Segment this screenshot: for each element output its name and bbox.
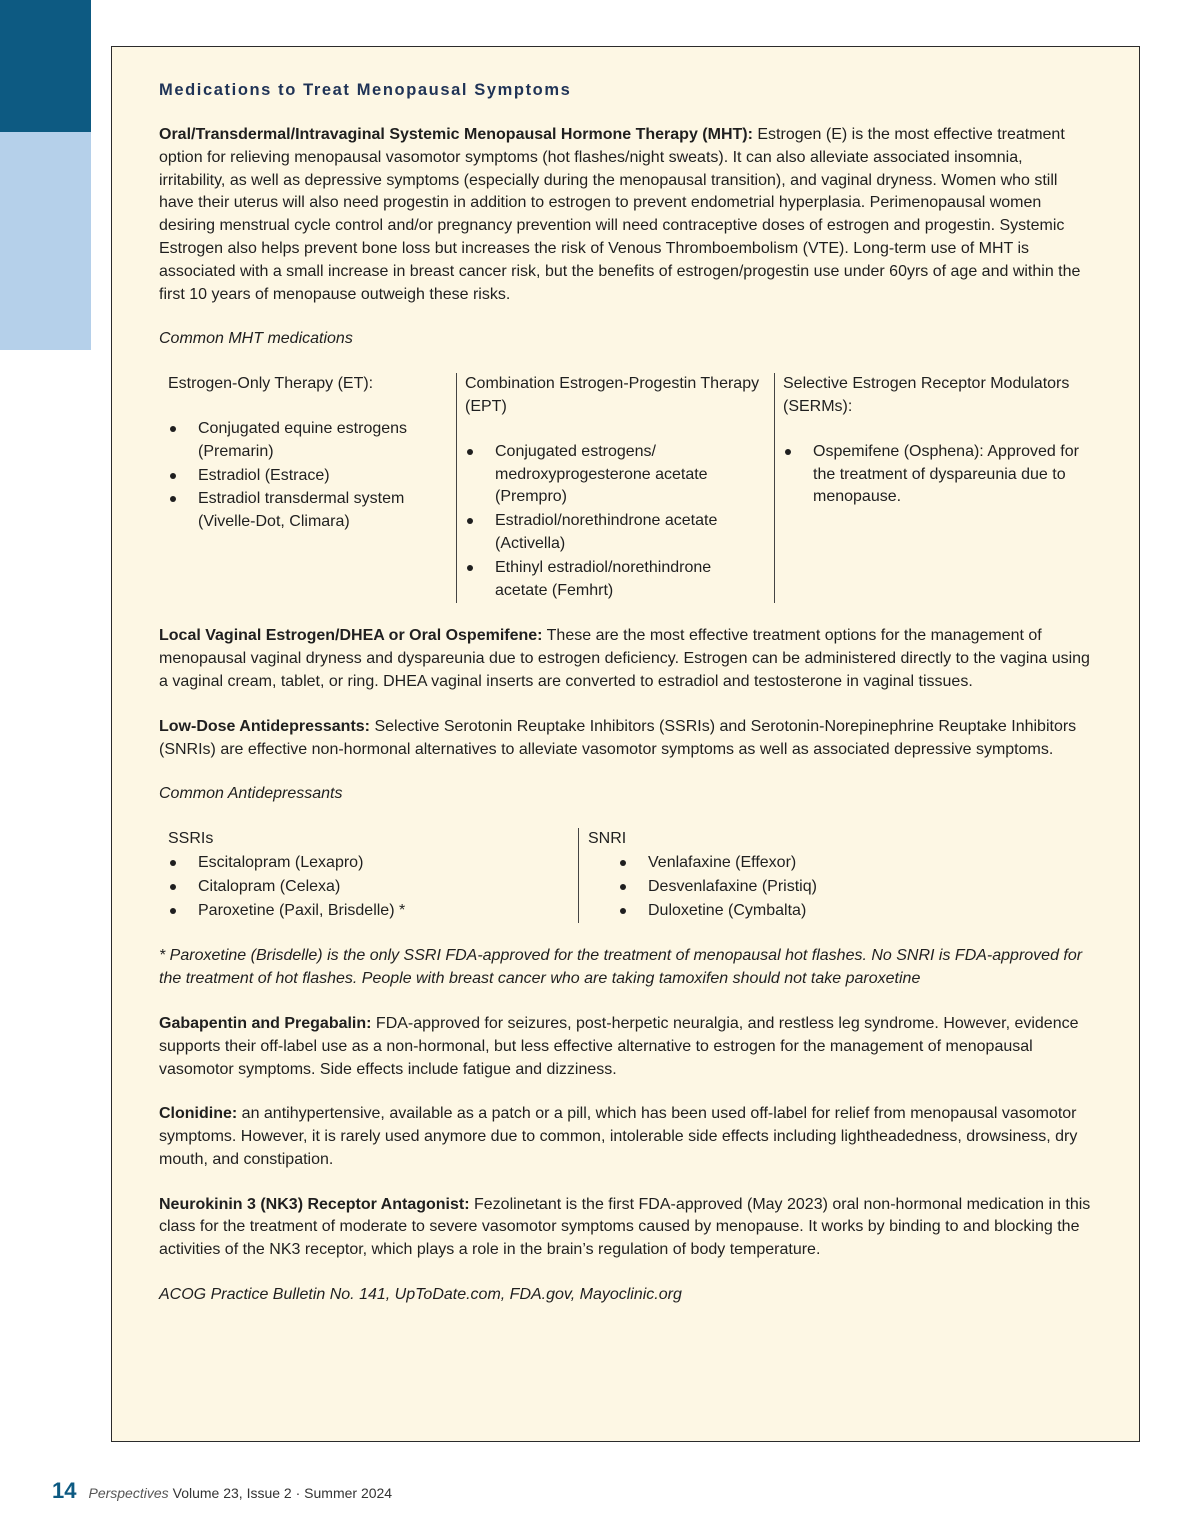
column-title: SNRI xyxy=(588,830,627,848)
list-item: Venlafaxine (Effexor) xyxy=(618,852,878,875)
local-text: These are the most effective treatment options for the management of menopausal vaginal dryness and dyspareunia due to estrogen deficiency. Estrogen can be administered directly to the vagina using a vaginal cream, tablet, or ring. DHEA vaginal inserts are converted to estradiol and testosterone in vaginal tissues. xyxy=(159,627,1090,690)
gabapentin-heading: Gabapentin and Pregabalin: xyxy=(159,1014,372,1032)
gabapentin-text: FDA-approved for seizures, post-herpetic neuralgia, and restless leg syndrome. However, evidence supports their off-label use as a non-hormonal, but less effective alternative to estrogen for the management of menopausal vasomotor symptoms. Side effects include fatigue and dizziness. xyxy=(159,1014,1079,1078)
issue-info: Volume 23, Issue 2 · Summer 2024 xyxy=(172,1485,393,1501)
list-item: Estradiol/norethindrone acetate (Activella) xyxy=(465,510,764,556)
mht-meds-table xyxy=(159,373,1091,603)
local-paragraph xyxy=(159,625,1091,693)
mht-heading: Oral/Transdermal/Intravaginal Systemic Menopausal Hormone Therapy (MHT): xyxy=(159,126,753,143)
clonidine-heading: Clonidine: xyxy=(159,1105,238,1123)
antidepressants-paragraph xyxy=(159,716,1091,762)
list-item: Ethinyl estradiol/norethindrone acetate (Femhrt) xyxy=(465,557,764,603)
clonidine-text: an antihypertensive, available as a patch or a pill, which has been used off-label for relief from menopausal vasomotor symptoms. However, it is rarely used anymore due to common, intolerable side effects including lightheadedness, drowsiness, dry mouth, and constipation. xyxy=(159,1105,1078,1168)
gabapentin-paragraph xyxy=(159,1013,1091,1081)
list-item: Desvenlafaxine (Pristiq) xyxy=(618,876,878,899)
column-title: SSRIs xyxy=(168,830,214,848)
column-title: Combination Estrogen-Progestin Therapy (EPT) xyxy=(465,375,760,415)
list-item: Duloxetine (Cymbalta) xyxy=(618,900,878,923)
side-accent-light xyxy=(0,132,91,350)
ssri-column xyxy=(159,828,578,923)
column-title: Selective Estrogen Receptor Modulators (SERMs): xyxy=(783,375,1070,415)
list-item: Paroxetine (Paxil, Brisdelle) * xyxy=(168,900,568,923)
mht-column-et xyxy=(159,373,456,603)
mht-paragraph xyxy=(159,124,1091,306)
sources: ACOG Practice Bulletin No. 141, UpToDate.com, FDA.gov, Mayoclinic.org xyxy=(159,1286,682,1304)
list-item: Estradiol (Estrace) xyxy=(168,465,446,488)
local-heading: Local Vaginal Estrogen/DHEA or Oral Ospemifene: xyxy=(159,627,543,645)
snri-column xyxy=(578,828,878,923)
mht-column-ept xyxy=(456,373,774,603)
list-item: Citalopram (Celexa) xyxy=(168,876,568,899)
nk3-text: Fezolinetant is the first FDA-approved (May 2023) oral non-hormonal medication in this class for the treatment of moderate to severe vasomotor symptoms caused by menopause. It works by binding to and blocking the activities of the NK3 receptor, which plays a role in the brain’s regulation of body temperature. xyxy=(159,1195,1091,1259)
antidepressants-heading: Low-Dose Antidepressants: xyxy=(159,717,370,735)
list-item: Estradiol transdermal system (Vivelle-Dot, Climara) xyxy=(168,488,446,534)
list-item: Conjugated equine estrogens (Premarin) xyxy=(168,418,446,464)
list-item: Escitalopram (Lexapro) xyxy=(168,852,568,875)
mht-column-serms xyxy=(774,373,1084,603)
side-accent-dark xyxy=(0,0,91,132)
page-footer xyxy=(52,1478,392,1508)
column-title: Estrogen-Only Therapy (ET): xyxy=(168,375,374,393)
antidepressants-text: Selective Serotonin Reuptake Inhibitors (SSRIs) and Serotonin-Norepinephrine Reuptake Inhibitors (SNRIs) are effective non-hormonal alternatives to alleviate vasomotor symptoms as well as associated depressive symptoms. xyxy=(159,717,1077,758)
antidepressants-label: Common Antidepressants xyxy=(159,785,343,803)
nk3-paragraph xyxy=(159,1194,1091,1262)
antidepressants-table xyxy=(159,828,1091,923)
clonidine-paragraph xyxy=(159,1103,1091,1171)
list-item: Conjugated estrogens/ medroxyprogesterone acetate (Prempro) xyxy=(465,441,764,509)
list-item: Ospemifene (Osphena): Approved for the treatment of dyspareunia due to menopause. xyxy=(783,441,1084,509)
nk3-heading: Neurokinin 3 (NK3) Receptor Antagonist: xyxy=(159,1195,470,1213)
mht-meds-label: Common MHT medications xyxy=(159,330,353,348)
content-box xyxy=(111,46,1140,1442)
page-number: 14 xyxy=(52,1478,77,1503)
footnote: * Paroxetine (Brisdelle) is the only SSRI FDA-approved for the treatment of menopausal hot flashes. No SNRI is FDA-approved for the treatment of hot flashes. People with breast cancer who are taking tamoxifen should not take paroxetine xyxy=(159,947,1083,988)
mht-text: Estrogen (E) is the most effective treatment option for relieving menopausal vasomotor symptoms (hot flashes/night sweats). It can also alleviate associated insomnia, irritability, as well as depressive symptoms (especially during the menopausal transition), and vaginal dryness. Women who still have their uterus will also need progestin in addition to estrogen to prevent endometrial hyperplasia. Perimenopausal women desiring menstrual cycle control and/or pregnancy prevention will need contraceptive doses of estrogen and progestin. Systemic Estrogen also helps prevent bone loss but increases the risk of Venous Thromboembolism (VTE). Long-term use of MHT is associated with a small increase in breast cancer risk, but the benefits of estrogen/progestin use under 60yrs of age and within the first 10 years of menopause outweigh these risks. xyxy=(159,126,1081,303)
box-title: Medications to Treat Menopausal Symptoms xyxy=(159,81,572,99)
magazine-name: Perspectives xyxy=(88,1485,169,1501)
